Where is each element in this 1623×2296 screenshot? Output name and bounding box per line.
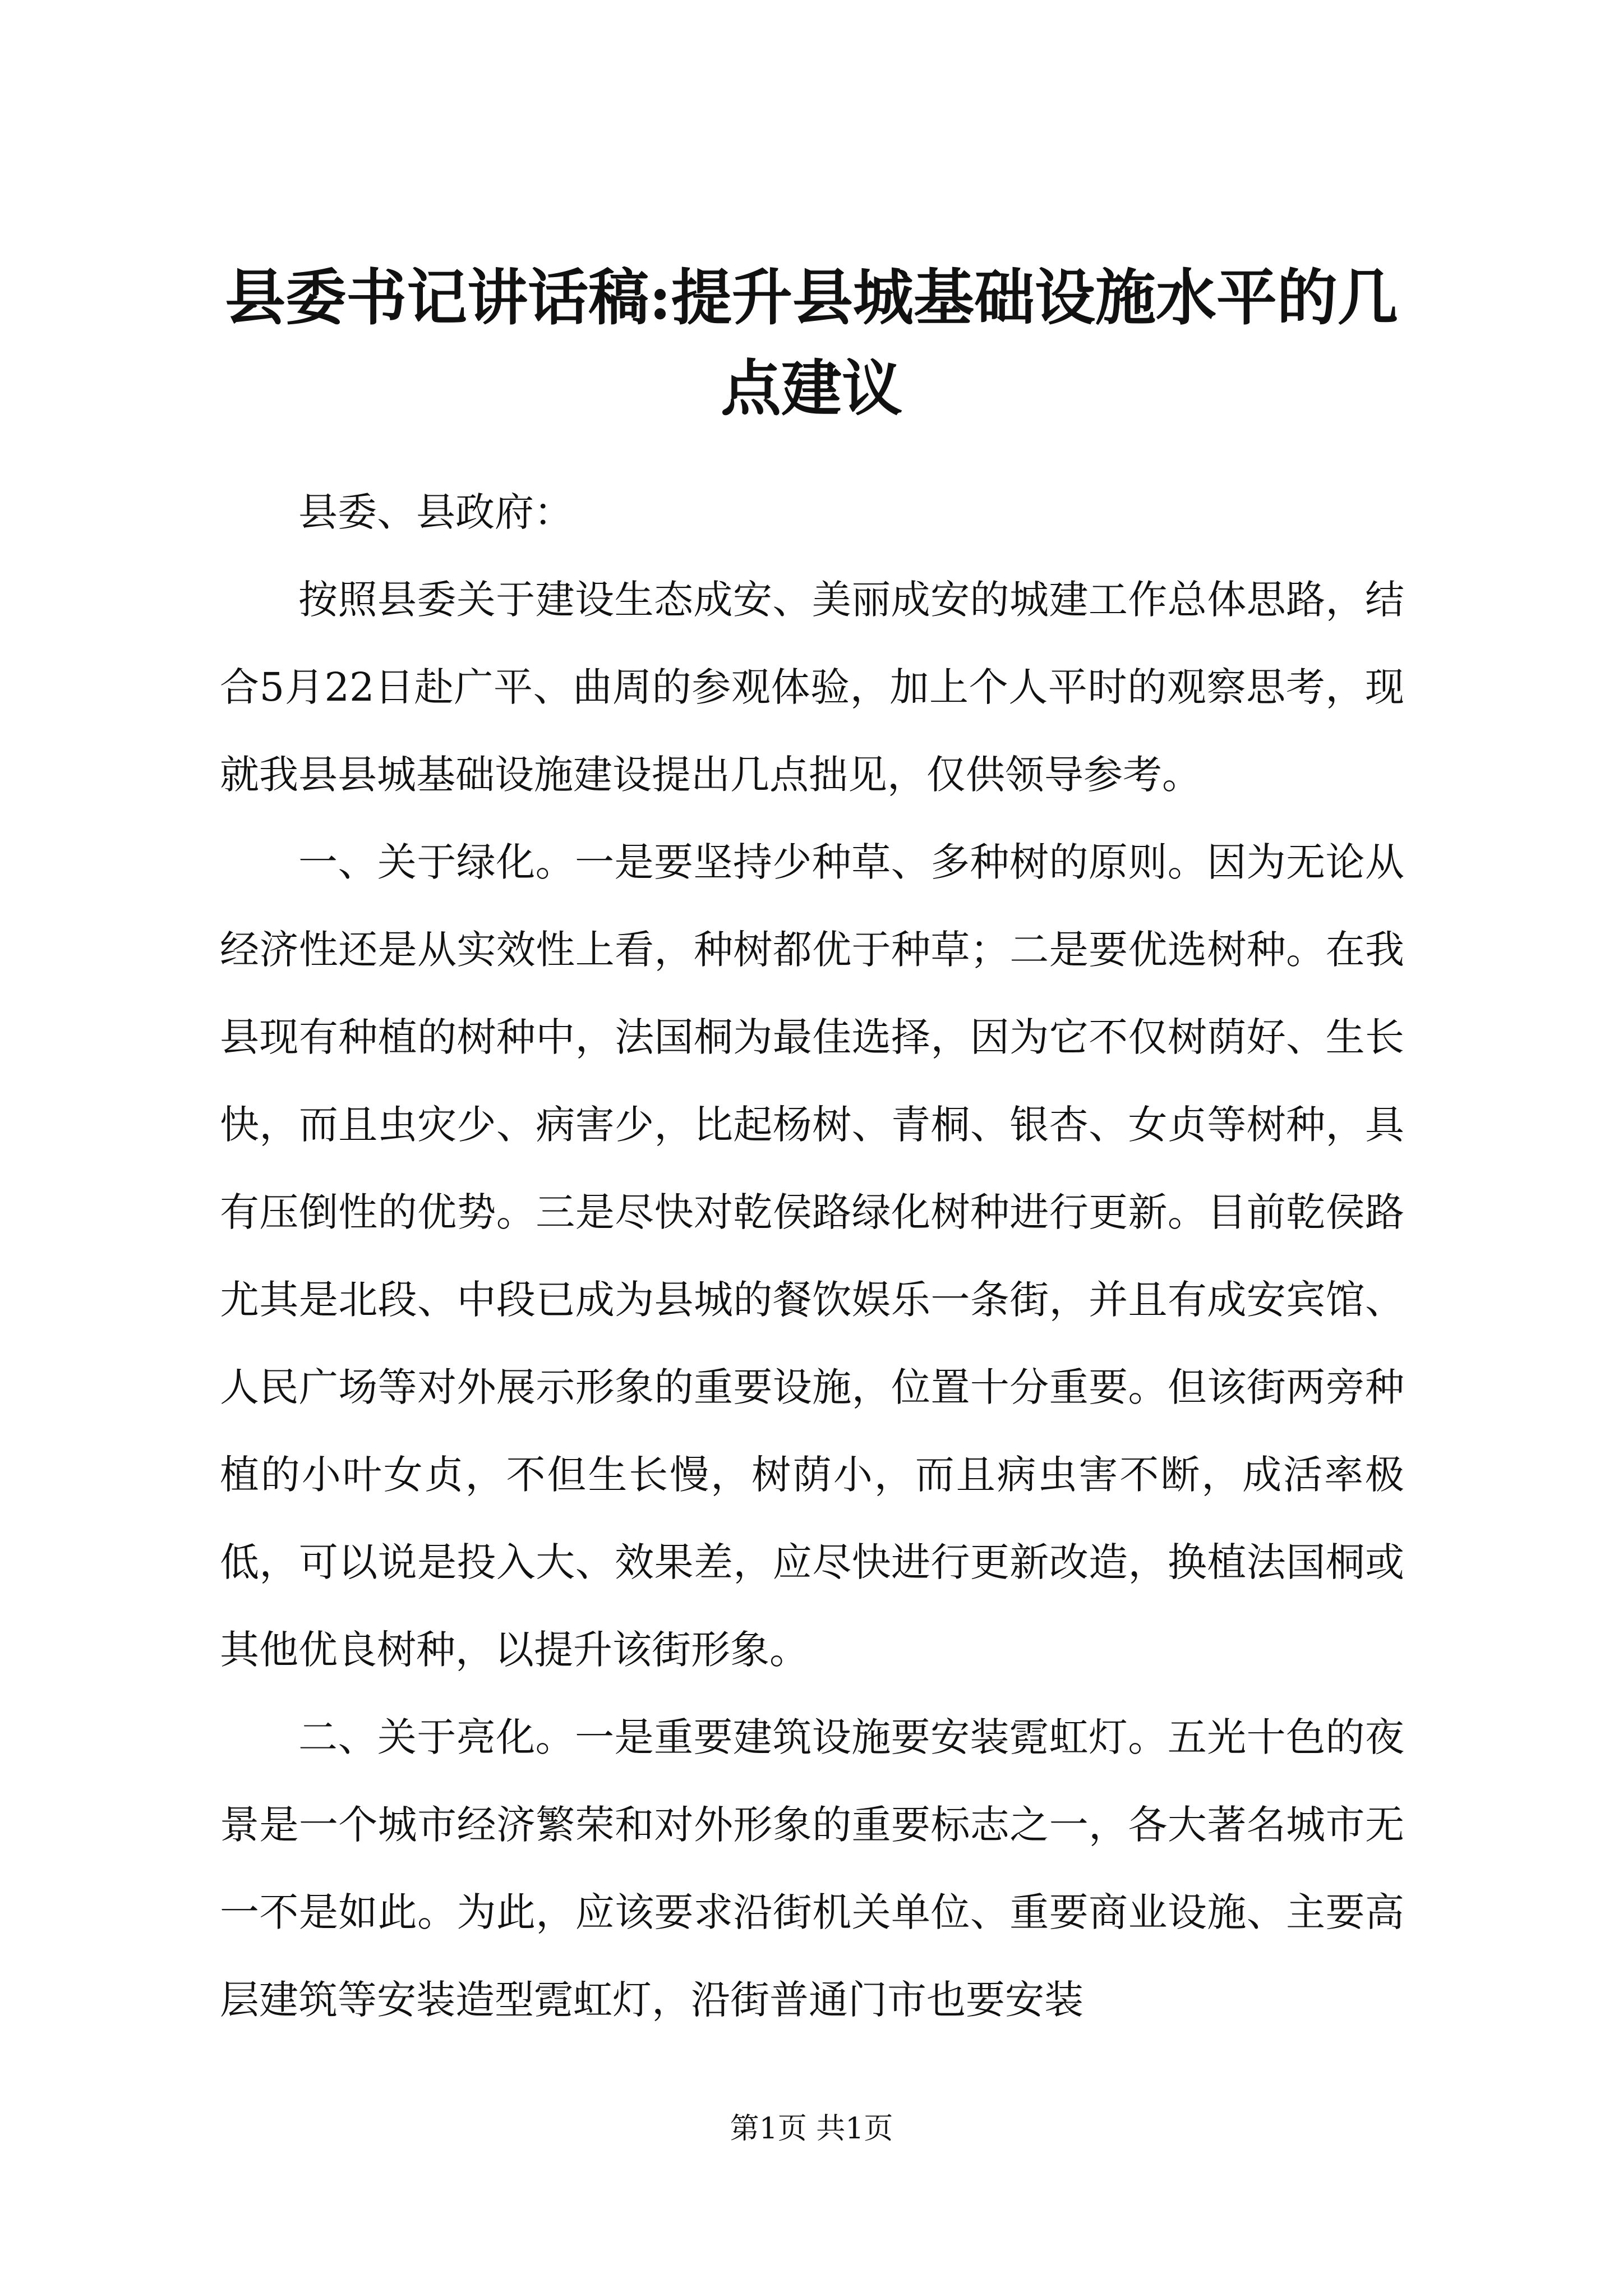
paragraph-intro: 按照县委关于建设生态成安、美丽成安的城建工作总体思路，结合5月22日赴广平、曲周的参观体验，加上个人平时的观察思考，现就我县县城基础设施建设提出几点拙见，仅供领导参考。 [220, 577, 1404, 798]
paragraph-greening: 一、关于绿化。一是要坚持少种草、多种树的原则。因为无论从经济性还是从实效性上看，种树都优于种草；二是要优选树种。在我县现有种植的树种中，法国桐为最佳选择，因为它不仅树荫好、生长快，而且虫灾少、病害少，比起杨树、青桐、银杏、女贞等树种，具有压倒性的优势。三是尽快对乾侯路绿化树种进行更新。目前乾侯路尤其是北段、中段已成为县城的餐饮娱乐一条街，并且有成安宾馆、人民广场等对外展示形象的重要设施，位置十分重要。但该街两旁种植的小叶女贞，不但生长慢，树荫小，而且病虫害不断，成活率极低，可以说是投入大、效果差，应尽快进行更新改造，换植法国桐或其他优良树种，以提升该街形象。 [220, 839, 1404, 1673]
document-title: 县委书记讲话稿:提升县城基础设施水平的几点建议 [225, 263, 1398, 424]
page-footer: 第1页 共1页 [730, 2112, 893, 2146]
salutation: 县委、县政府： [298, 489, 573, 535]
paragraph-lighting: 二、关于亮化。一是重要建筑设施要安装霓虹灯。五光十色的夜景是一个城市经济繁荣和对外形象的重要标志之一，各大著名城市无一不是如此。为此，应该要求沿街机关单位、重要商业设施、主要高层建筑等安装造型霓虹灯，沿街普通门市也要安装 [220, 1714, 1404, 2023]
document-body [220, 468, 1404, 2044]
